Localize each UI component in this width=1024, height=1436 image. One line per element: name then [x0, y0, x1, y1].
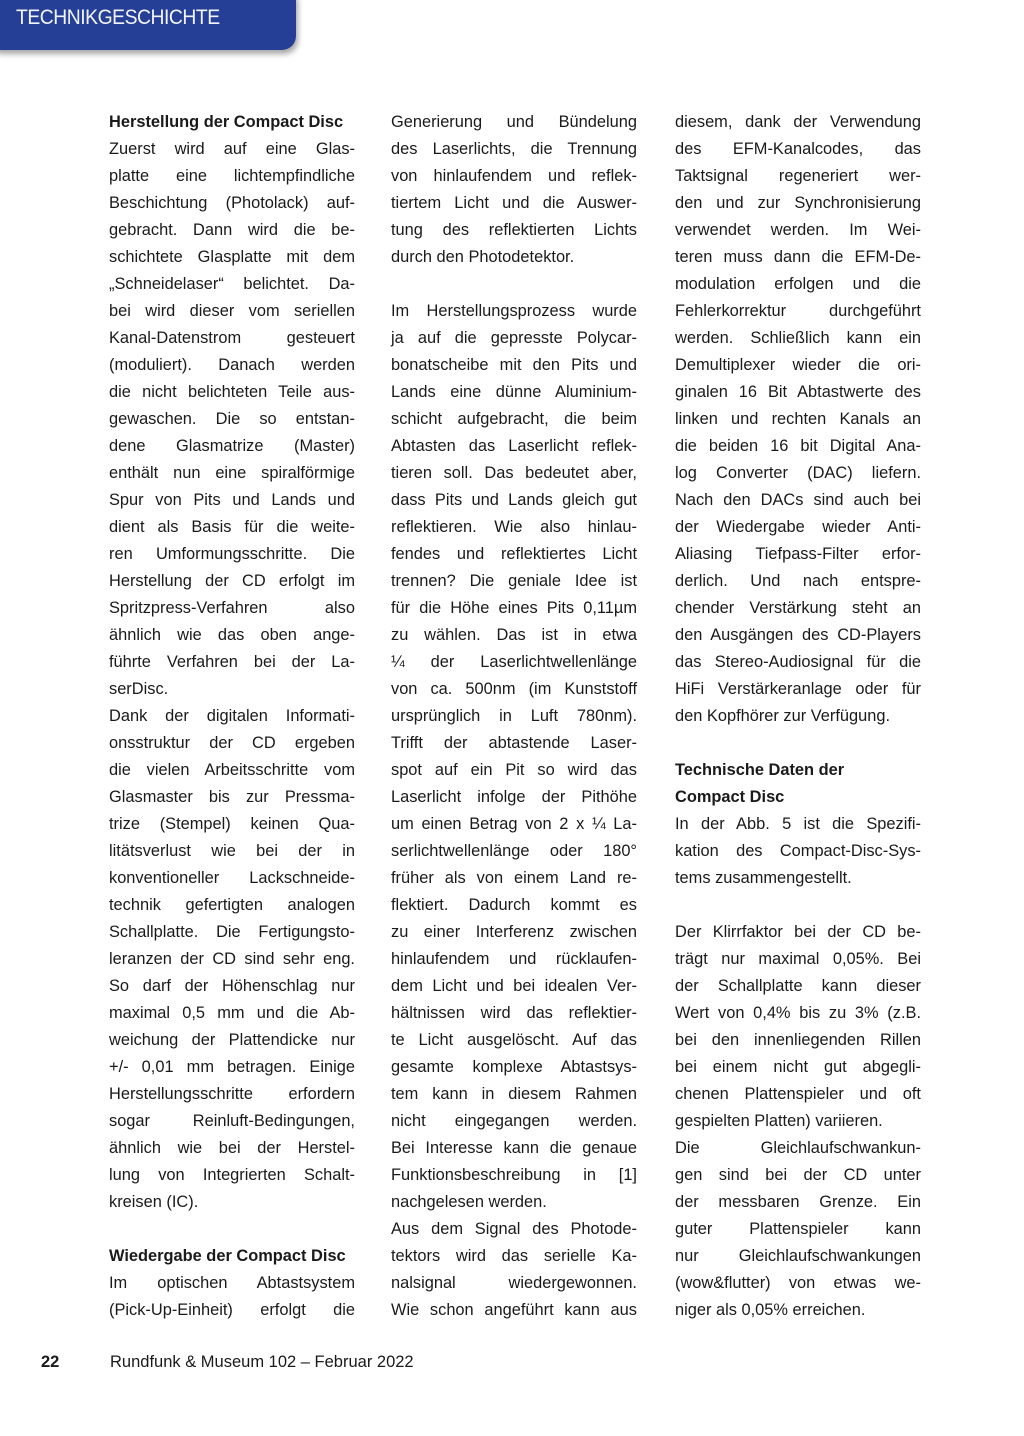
text-line: enthält nun eine spiralförmige	[109, 464, 355, 482]
text-line: Schallplatte. Die Fertigungsto-	[109, 923, 355, 941]
text-line: Im optischen Abtastsystem	[109, 1274, 355, 1292]
text-line: maximal 0,5 mm und die Ab-	[109, 1004, 355, 1022]
text-line: dem Licht und bei idealen Ver-	[391, 977, 637, 995]
text-line: niger als 0,05% erreichen.	[675, 1301, 866, 1319]
text-line: trize (Stempel) keinen Qua-	[109, 815, 355, 833]
text-line: nalsignal wiedergewonnen.	[391, 1274, 637, 1292]
text-line: dene Glasmatrize (Master)	[109, 437, 355, 455]
text-line: bei den innenliegenden Rillen	[675, 1031, 921, 1049]
text-line: log Converter (DAC) liefern.	[675, 464, 921, 482]
text-line: Aus dem Signal des Photode-	[391, 1220, 637, 1238]
section-heading: Herstellung der Compact Disc	[109, 113, 344, 131]
text-line: dient als Basis für die weite-	[109, 518, 355, 536]
text-line: die nicht belichteten Teile aus-	[109, 383, 355, 401]
text-line: litätsverlust wie bei der in	[109, 842, 355, 860]
text-line: Generierung und Bündelung	[391, 113, 637, 131]
text-line: Spur von Pits und Lands und	[109, 491, 355, 509]
text-line: Spritzpress-Verfahren also	[109, 599, 355, 617]
text-line: Nach den DACs sind auch bei	[675, 491, 921, 509]
text-line: um einen Betrag von 2 x ¼ La-	[391, 815, 637, 833]
text-line: chenen Plattenspieler und oft	[675, 1085, 921, 1103]
text-line: Zuerst wird auf eine Glas-	[109, 140, 355, 158]
text-line: ren Umformungsschritte. Die	[109, 545, 355, 563]
text-line: nachgelesen werden.	[391, 1193, 547, 1211]
text-line: teren muss dann die EFM-De-	[675, 248, 921, 266]
text-line: spot auf ein Pit so wird das	[391, 761, 637, 779]
section-heading: Technische Daten der	[675, 761, 845, 779]
text-line: gesamte komplexe Abtastsys-	[391, 1058, 637, 1076]
text-line: lung von Integrierten Schalt-	[109, 1166, 355, 1184]
text-line: der messbaren Grenze. Ein	[675, 1193, 921, 1211]
section-header-tab	[0, 0, 296, 50]
text-line: zu wählen. Das ist in etwa	[391, 626, 637, 644]
text-line: chender Verstärkung steht an	[675, 599, 921, 617]
text-line: ginalen 16 Bit Abtastwerte des	[675, 383, 921, 401]
text-line: nur Gleichlaufschwankungen	[675, 1247, 921, 1265]
text-line: der Schallplatte kann dieser	[675, 977, 921, 995]
section-label: TECHNIKGESCHICHTE	[16, 6, 220, 29]
text-line: gewaschen. Die so entstan-	[109, 410, 355, 428]
text-line: gebracht. Dann wird die be-	[109, 221, 355, 239]
text-line: von hinlaufendem und reflek-	[391, 167, 637, 185]
text-line: flektiert. Dadurch kommt es	[391, 896, 637, 914]
text-line: linken und rechten Kanals an	[675, 410, 921, 428]
text-line: trägt nur maximal 0,05%. Bei	[675, 950, 921, 968]
text-line: die vielen Arbeitsschritte vom	[109, 761, 355, 779]
text-line: Fehlerkorrektur durchgeführt	[675, 302, 921, 320]
text-line: Im Herstellungsprozess wurde	[391, 302, 637, 320]
text-line: technik gefertigten analogen	[109, 896, 355, 914]
text-line: Lands eine dünne Aluminium-	[391, 383, 637, 401]
text-line: Abtasten das Laserlicht reflek-	[391, 437, 637, 455]
text-line: hinlaufendem und rücklaufen-	[391, 950, 637, 968]
text-line: den Kopfhörer zur Verfügung.	[675, 707, 891, 725]
text-line: Kanal-Datenstrom gesteuert	[109, 329, 355, 347]
text-line: tiertem Licht und die Auswer-	[391, 194, 637, 212]
paragraph-spacer	[391, 271, 637, 298]
text-line: weichung der Plattendicke nur	[109, 1031, 355, 1049]
text-line: Bei Interesse kann die genaue	[391, 1139, 637, 1157]
text-line: schichtete Glasplatte mit dem	[109, 248, 355, 266]
text-line: derlich. Und nach entspre-	[675, 572, 921, 590]
text-line: verwendet werden. Im Wei-	[675, 221, 921, 239]
text-line: Der Klirrfaktor bei der CD be-	[675, 923, 921, 941]
text-line: „Schneidelaser“ belichtet. Da-	[109, 275, 355, 293]
text-line: werden. Schließlich kann ein	[675, 329, 921, 347]
text-line: des Laserlichts, die Trennung	[391, 140, 637, 158]
text-line: ursprünglich in Luft 780nm).	[391, 707, 637, 725]
text-line: bonatscheibe mit den Pits und	[391, 356, 637, 374]
text-line: serlichtwellenlänge oder 180°	[391, 842, 637, 860]
text-line: für die Höhe eines Pits 0,11µm	[391, 599, 637, 617]
publication-info: Rundfunk & Museum 102 – Februar 2022	[110, 1353, 414, 1371]
text-line: führte Verfahren bei der La-	[109, 653, 355, 671]
text-line: den und zur Synchronisierung	[675, 194, 921, 212]
text-line: ja auf die gepresste Polycar-	[391, 329, 637, 347]
text-line: kation des Compact-Disc-Sys-	[675, 842, 921, 860]
text-line: Funktionsbeschreibung in [1]	[391, 1166, 637, 1184]
text-line: tektors wird das serielle Ka-	[391, 1247, 637, 1265]
text-line: Wert von 0,4% bis zu 3% (z.B.	[675, 1004, 921, 1022]
text-line: bei wird dieser vom seriellen	[109, 302, 355, 320]
text-line: sogar Reinluft-Bedingungen,	[109, 1112, 355, 1130]
text-line: Dank der digitalen Informati-	[109, 707, 355, 725]
text-line: In der Abb. 5 ist die Spezifi-	[675, 815, 921, 833]
text-line: diesem, dank der Verwendung	[675, 113, 921, 131]
text-line: Trifft der abtastende Laser-	[391, 734, 637, 752]
text-line: Die Gleichlaufschwankun-	[675, 1139, 921, 1157]
article-column-1	[109, 109, 355, 1324]
text-line: Aliasing Tiefpass-Filter erfor-	[675, 545, 921, 563]
text-line: Taktsignal regeneriert wer-	[675, 167, 921, 185]
section-heading: Compact Disc	[675, 788, 785, 806]
text-line: reflektieren. Wie also hinlau-	[391, 518, 637, 536]
text-line: gespielten Platten) variieren.	[675, 1112, 883, 1130]
text-line: Glasmaster bis zur Pressma-	[109, 788, 355, 806]
text-line: den Ausgängen des CD-Players	[675, 626, 921, 644]
text-line: Demultiplexer wieder die ori-	[675, 356, 921, 374]
text-line: (Pick-Up-Einheit) erfolgt die	[109, 1301, 355, 1319]
text-line: ¼ der Laserlichtwellenlänge	[391, 653, 637, 671]
text-line: modulation erfolgen und die	[675, 275, 921, 293]
text-line: dass Pits und Lands gleich gut	[391, 491, 637, 509]
text-line: die beiden 16 bit Digital Ana-	[675, 437, 921, 455]
text-line: (moduliert). Danach werden	[109, 356, 355, 374]
text-line: tung des reflektierten Lichts	[391, 221, 637, 239]
text-line: hältnissen wird das reflektier-	[391, 1004, 637, 1022]
text-line: +/- 0,01 mm betragen. Einige	[109, 1058, 355, 1076]
paragraph-spacer	[109, 1216, 355, 1243]
text-line: onsstruktur der CD ergeben	[109, 734, 355, 752]
text-line: Beschichtung (Photolack) auf-	[109, 194, 355, 212]
text-line: (wow&flutter) von etwas we-	[675, 1274, 921, 1292]
text-line: serDisc.	[109, 680, 169, 698]
text-line: tieren soll. Das bedeutet aber,	[391, 464, 637, 482]
article-column-2	[391, 109, 637, 1324]
text-line: ähnlich wie bei der Herstel-	[109, 1139, 355, 1157]
text-line: bei einem nicht gut abgegli-	[675, 1058, 921, 1076]
text-line: nicht eingegangen werden.	[391, 1112, 637, 1130]
text-line: tem kann in diesem Rahmen	[391, 1085, 637, 1103]
text-line: Herstellungsschritte erfordern	[109, 1085, 355, 1103]
text-line: tems zusammengestellt.	[675, 869, 852, 887]
text-line: früher als von einem Land re-	[391, 869, 637, 887]
paragraph-spacer	[675, 730, 921, 757]
text-line: von ca. 500nm (im Kunststoff	[391, 680, 637, 698]
text-line: platte eine lichtempfindliche	[109, 167, 355, 185]
text-line: te Licht ausgelöscht. Auf das	[391, 1031, 637, 1049]
text-line: des EFM-Kanalcodes, das	[675, 140, 921, 158]
page-number: 22	[41, 1353, 60, 1371]
paragraph-spacer	[675, 892, 921, 919]
text-line: Laserlicht infolge der Pithöhe	[391, 788, 637, 806]
text-line: schicht aufgebracht, die beim	[391, 410, 637, 428]
text-line: durch den Photodetektor.	[391, 248, 575, 266]
text-line: der Wiedergabe wieder Anti-	[675, 518, 921, 536]
section-heading: Wiedergabe der Compact Disc	[109, 1247, 346, 1265]
text-line: trennen? Die geniale Idee ist	[391, 572, 637, 590]
text-line: Herstellung der CD erfolgt im	[109, 572, 355, 590]
text-line: konventioneller Lackschneide-	[109, 869, 355, 887]
text-line: So darf der Höhenschlag nur	[109, 977, 355, 995]
text-line: guter Plattenspieler kann	[675, 1220, 921, 1238]
text-line: kreisen (IC).	[109, 1193, 199, 1211]
text-line: leranzen der CD sind sehr eng.	[109, 950, 355, 968]
article-column-3	[675, 109, 921, 1324]
text-line: Wie schon angeführt kann aus	[391, 1301, 637, 1319]
text-line: HiFi Verstärkeranlage oder für	[675, 680, 921, 698]
text-line: ähnlich wie das oben ange-	[109, 626, 355, 644]
text-line: gen sind bei der CD unter	[675, 1166, 921, 1184]
text-line: zu einer Interferenz zwischen	[391, 923, 637, 941]
text-line: das Stereo-Audiosignal für die	[675, 653, 921, 671]
text-line: fendes und reflektiertes Licht	[391, 545, 637, 563]
